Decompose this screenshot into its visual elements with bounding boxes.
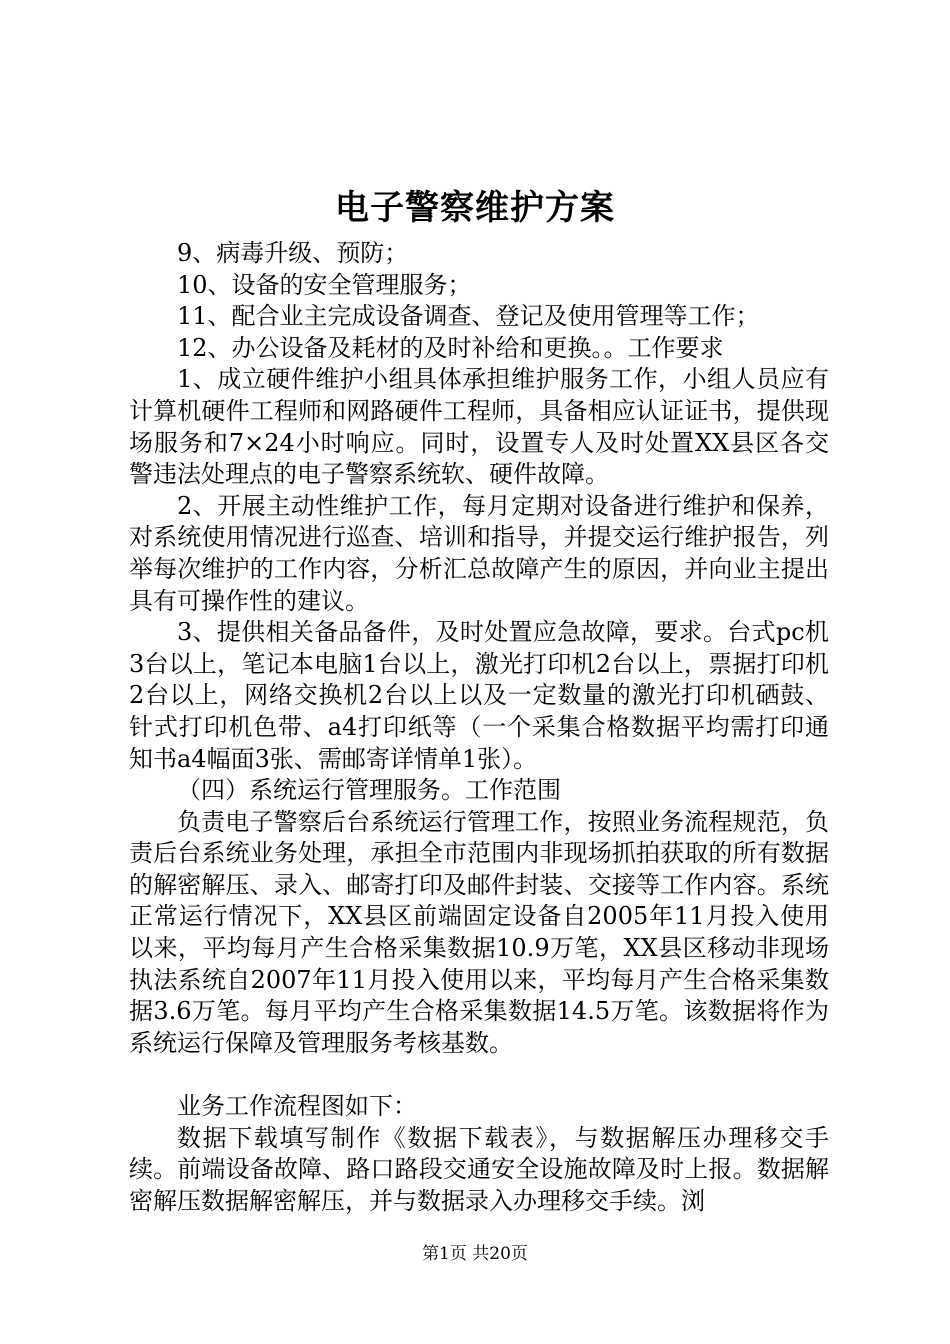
paragraph: 1、成立硬件维护小组具体承担维护服务工作，小组人员应有计算机硬件工程师和网路硬件工程师，具备相应认证证书，提供现场服务和7×24小时响应。同时，设置专人及时处置XX县区各交警违法处理点的电子警察系统软、硬件故障。 — [129, 365, 829, 489]
paragraph: 12、办公设备及耗材的及时补给和更换。。工作要求 — [177, 333, 724, 362]
document-body — [129, 238, 829, 1217]
paragraph: 3、提供相关备品备件，及时处置应急故障，要求。台式pc机3台以上，笔记本电脑1台以上，激光打印机2台以上，票据打印机2台以上，网络交换机2台以上以及一定数量的激光打印机硒鼓、针式打印机色带、a4打印纸等（一个采集合格数据平均需打印通知书a4幅面3张、需邮寄详情单1张）。 — [129, 618, 829, 773]
paragraph: 2、开展主动性维护工作，每月定期对设备进行维护和保养，对系统使用情况进行巡查、培训和指导，并提交运行维护报告，列举每次维护的工作内容，分析汇总故障产生的原因，并向业主提出具有可操作性的建议。 — [129, 491, 829, 615]
paragraph: 10、设备的安全管理服务； — [177, 270, 472, 299]
paragraph: （四）系统运行管理服务。工作范围 — [177, 776, 561, 805]
paragraph: 11、配合业主完成设备调查、登记及使用管理等工作； — [177, 302, 760, 331]
page-number: 第1页 共20页 — [422, 1244, 528, 1264]
paragraph: 9、病毒升级、预防； — [177, 239, 409, 267]
document-title: 电子警察维护方案 — [335, 188, 615, 228]
paragraph: 数据下载填写制作《数据下载表》，与数据解压办理移交手续。前端设备故障、路口路段交通安全设施故障及时上报。数据解密解压数据解密解压，并与数据录入办理移交手续。浏 — [129, 1123, 829, 1215]
paragraph: 负责电子警察后台系统运行管理工作，按照业务流程规范，负责后台系统业务处理，承担全市范围内非现场抓拍获取的所有数据的解密解压、录入、邮寄打印及邮件封装、交接等工作内容。系统正常运行情况下，XX县区前端固定设备自2005年11月投入使用以来，平均每月产生合格采集数据10.9万笔，XX县区移动非现场执法系统自2007年11月投入使用以来，平均每月产生合格采集数据3.6万笔。每月平均产生合格采集数据14.5万笔。该数据将作为系统运行保障及管理服务考核基数。 — [129, 807, 829, 1057]
paragraph: 业务工作流程图如下： — [177, 1092, 417, 1121]
